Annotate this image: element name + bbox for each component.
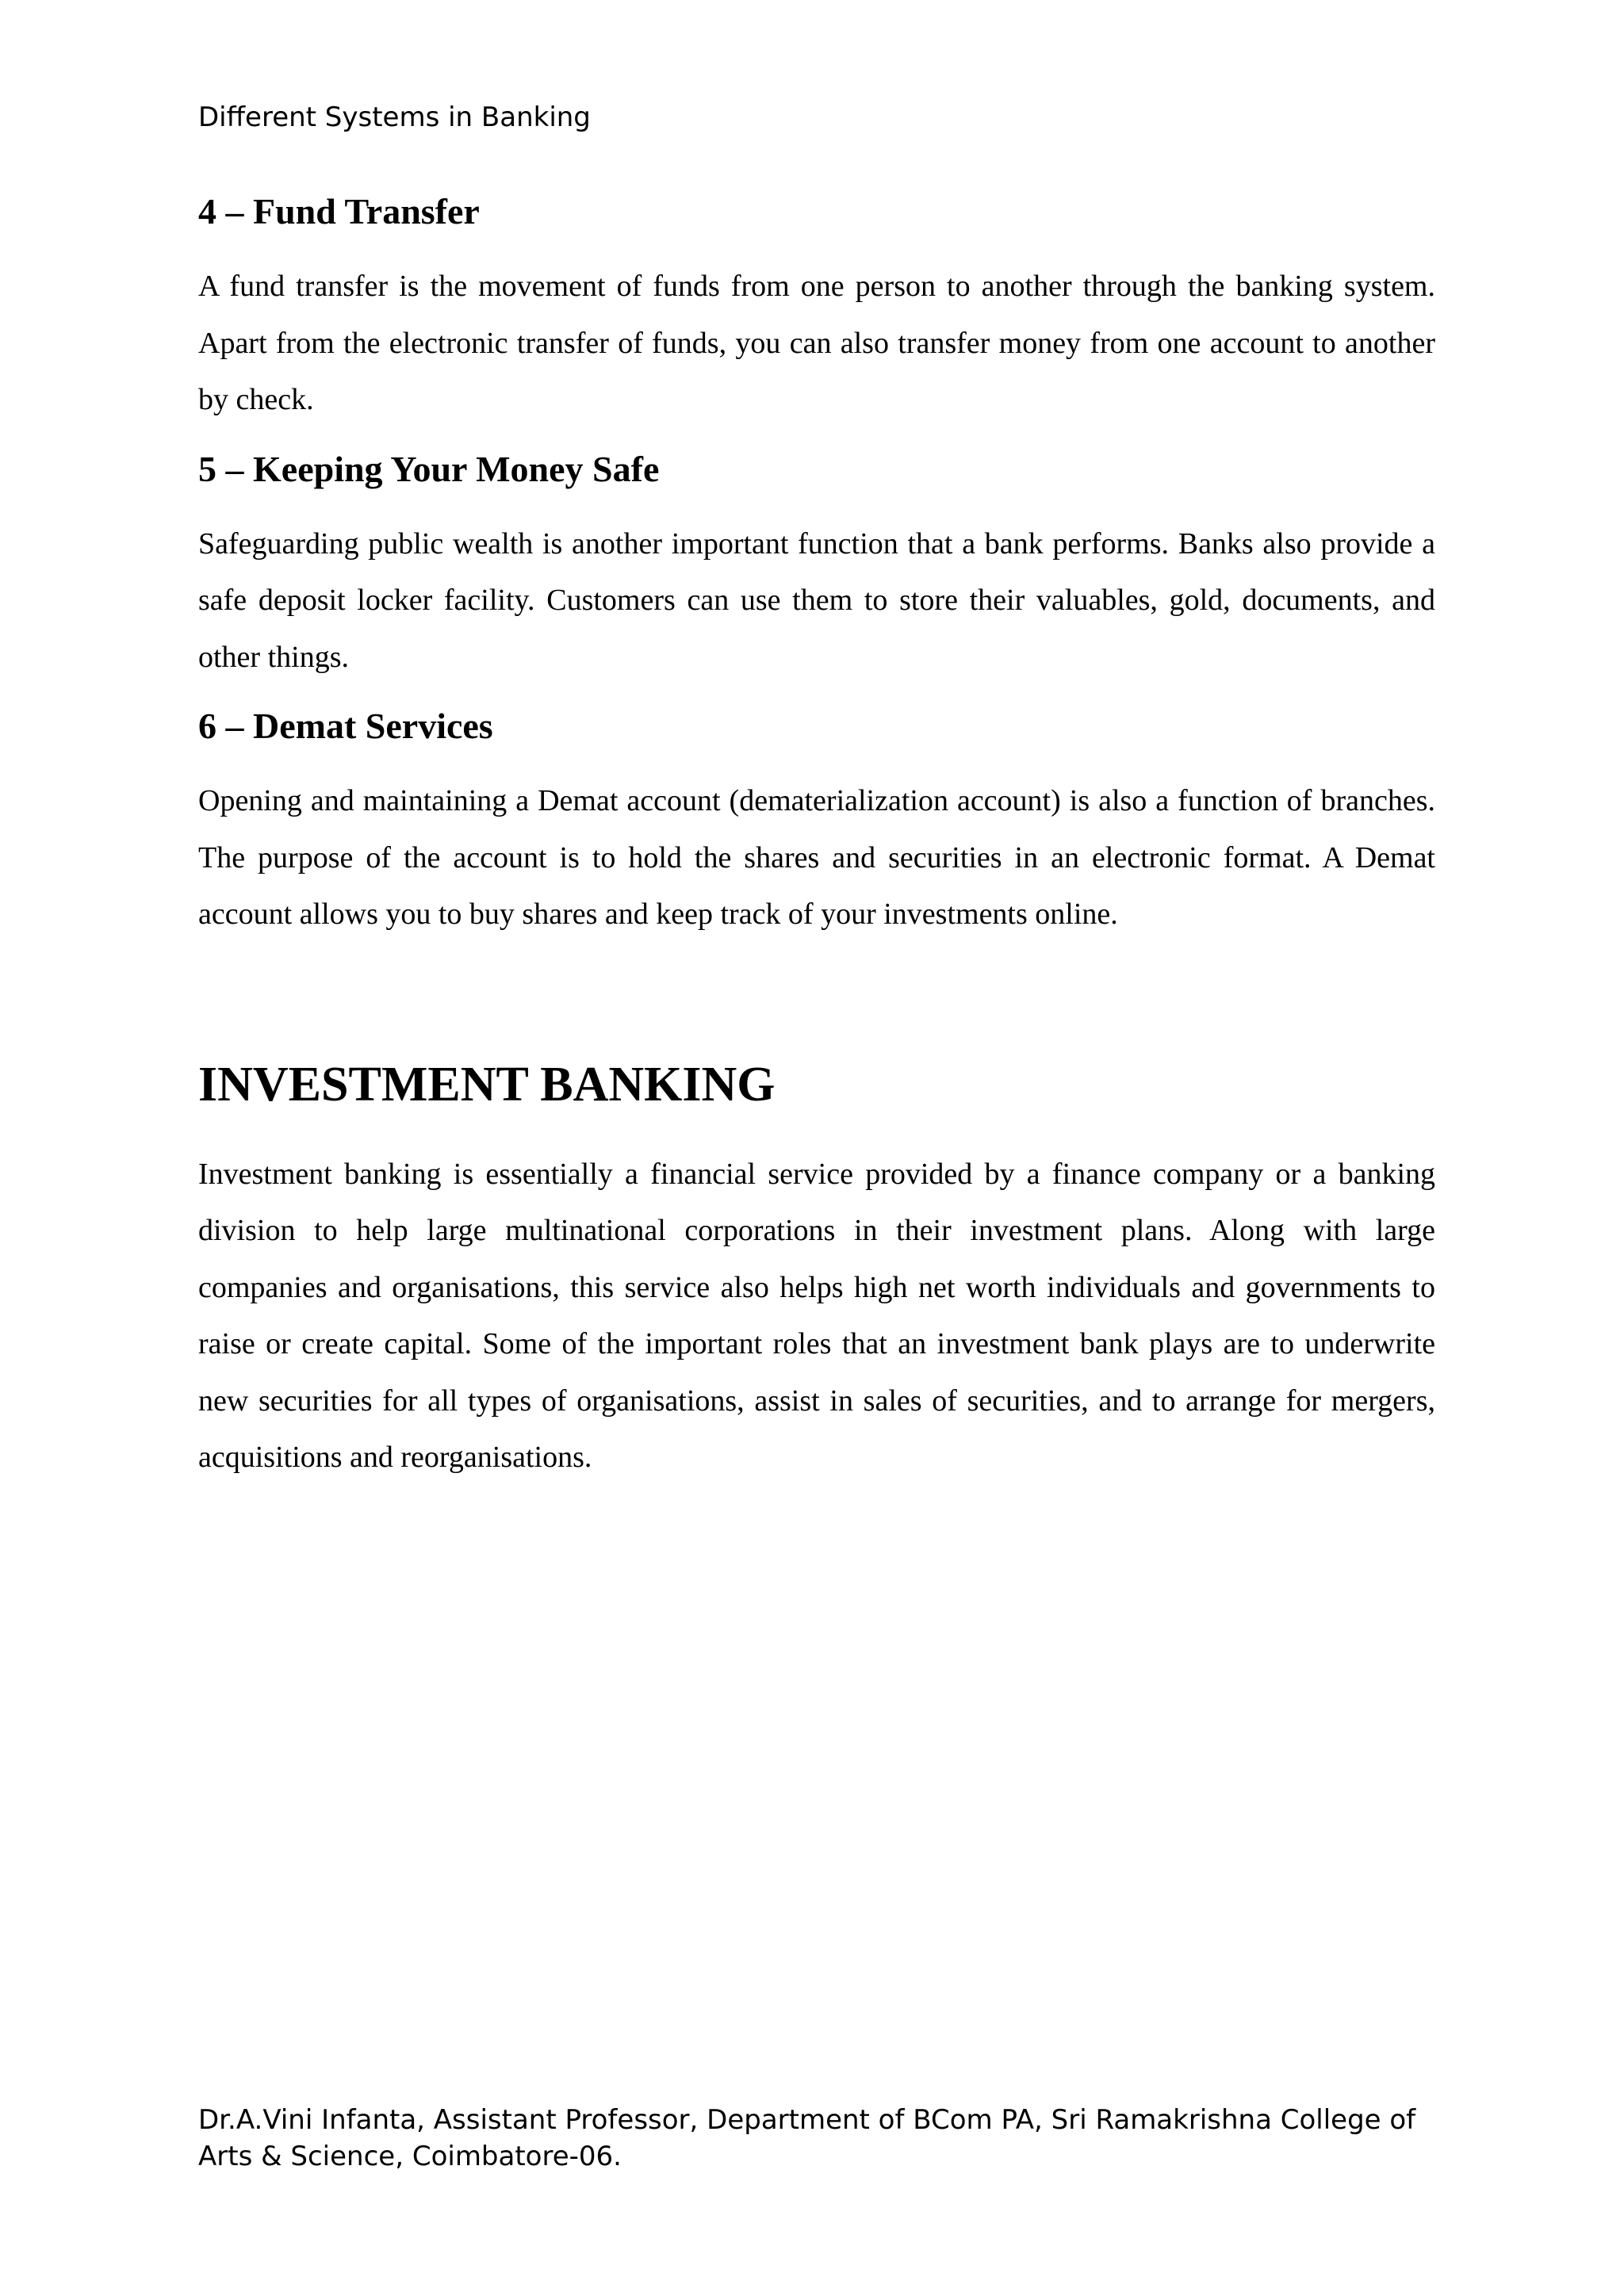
page-footer: Dr.A.Vini Infanta, Assistant Professor, Department of BCom PA, Sri Ramakrishna College of Arts & Science, Coimbatore-06. xyxy=(198,2104,1416,2172)
section-body-keeping-money-safe: Safeguarding public wealth is another important function that a bank performs. Banks also provide a safe deposit locker facility. Customers can use them to store their valuables, gold, documents, and other things. xyxy=(198,526,1435,674)
section-body-demat-services: Opening and maintaining a Demat account (dematerialization account) is also a function of branches. The purpose of the account is to hold the shares and securities in an electronic format. A Demat account allows you to buy shares and keep track of your investments online. xyxy=(198,784,1435,931)
section-heading-demat-services: 6 – Demat Services xyxy=(198,706,493,746)
section-heading-fund-transfer: 4 – Fund Transfer xyxy=(198,191,480,232)
page-header: Different Systems in Banking xyxy=(198,101,591,133)
investment-banking-heading: INVESTMENT BANKING xyxy=(198,1057,776,1112)
section-body-fund-transfer: A fund transfer is the movement of funds from one person to another through the banking system. Apart from the electronic transfer of funds, you can also transfer money from one account to another by check. xyxy=(198,270,1435,416)
investment-banking-body: Investment banking is essentially a financial service provided by a finance company or a banking division to help large multinational corporations in their investment plans. Along with large companies and organisations, this service also helps high net worth individuals and governments to raise or create capital. Some of the important roles that an investment bank plays are to underwrite new securities for all types of organisations, assist in sales of securities, and to arrange for mergers, acquisitions and reorganisations. xyxy=(198,1157,1435,1474)
section-heading-keeping-money-safe: 5 – Keeping Your Money Safe xyxy=(198,448,660,489)
document-body xyxy=(198,182,1435,1498)
